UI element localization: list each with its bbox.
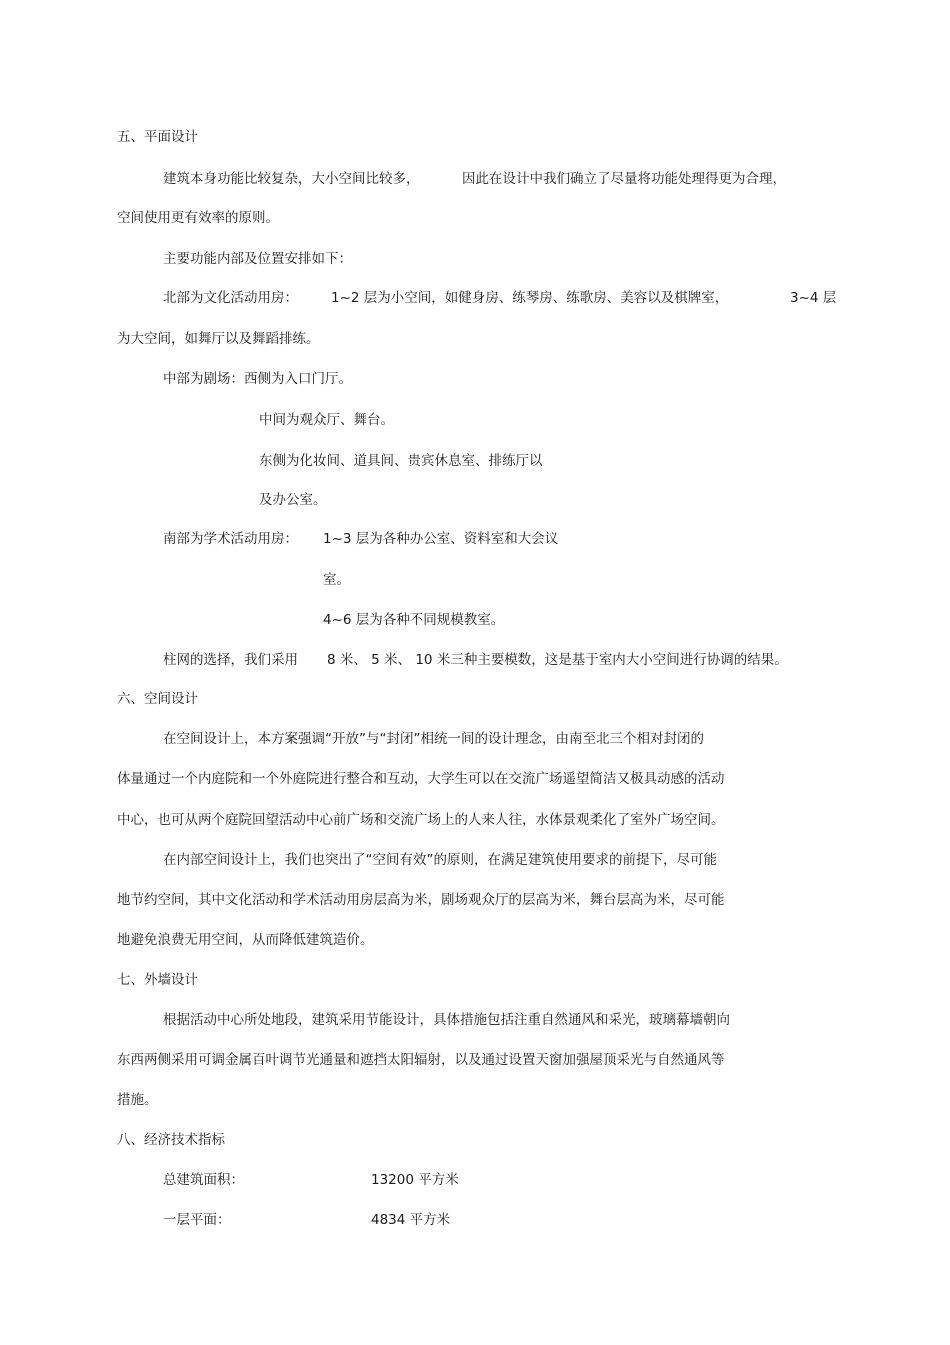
paragraph-line: 地避免浪费无用空间，从而降低建筑造价。 xyxy=(117,932,374,948)
section-heading-7: 七、外墙设计 xyxy=(117,972,198,988)
south-label: 南部为学术活动用房： xyxy=(163,531,298,547)
paragraph-line: 中部为剧场：西侧为入口门厅。 xyxy=(163,371,352,387)
paragraph-line: 为大空间，如舞厅以及舞蹈排练。 xyxy=(117,331,320,347)
paragraph-line: 在空间设计上，本方案强调“开放”与“封闭”相统一间的设计理念，由南至北三个相对封闭的 xyxy=(163,731,704,747)
paragraph-line: 根据活动中心所处地段，建筑采用节能设计，具体措施包括注重自然通风和采光，玻璃幕墙朝向 xyxy=(163,1012,730,1028)
paragraph-line: 东侧为化妆间、道具间、贵宾休息室、排练厅以 xyxy=(259,453,543,469)
paragraph-line: 东西两侧采用可调金属百叶调节光通量和遮挡太阳辐射，以及通过设置天窗加强屋顶采光与自然通风等 xyxy=(117,1052,725,1068)
paragraph-line: 空间使用更有效率的原则。 xyxy=(117,210,279,226)
paragraph-line: 及办公室。 xyxy=(259,492,327,508)
paragraph-line: 主要功能内部及位置安排如下： xyxy=(163,251,352,267)
section-heading-8: 八、经济技术指标 xyxy=(117,1132,225,1148)
indicator-label: 一层平面： xyxy=(163,1212,231,1228)
paragraph-line: 8 米、 5 米、 10 米三种主要模数，这是基于室内大小空间进行协调的结果。 xyxy=(327,652,788,668)
paragraph-line: 柱网的选择，我们采用 xyxy=(163,652,298,668)
section-heading-6: 六、空间设计 xyxy=(117,691,198,707)
paragraph-line: 中心，也可从两个庭院回望活动中心前广场和交流广场上的人来人往，水体景观柔化了室外广场空间。 xyxy=(117,812,725,828)
paragraph-line: 建筑本身功能比较复杂，大小空间比较多， xyxy=(163,171,420,187)
section-heading-5: 五、平面设计 xyxy=(117,129,198,145)
indicator-value: 4834 平方米 xyxy=(371,1212,451,1228)
paragraph-line: 4~6 层为各种不同规模教室。 xyxy=(323,612,505,628)
paragraph-line: 措施。 xyxy=(117,1092,158,1108)
paragraph-line: 体量通过一个内庭院和一个外庭院进行整合和互动，大学生可以在交流广场遥望简洁又极具动感的活动 xyxy=(117,771,725,787)
paragraph-line: 室。 xyxy=(323,572,350,588)
north-label: 北部为文化活动用房： xyxy=(163,290,298,306)
paragraph-line: 3~4 层 xyxy=(790,290,837,306)
paragraph-line: 在内部空间设计上，我们也突出了“空间有效”的原则，在满足建筑使用要求的前提下，尽可能 xyxy=(163,852,717,868)
paragraph-line: 1~3 层为各种办公室、资料室和大会议 xyxy=(323,531,559,547)
paragraph-line: 1~2 层为小空间，如健身房、练琴房、练歌房、美容以及棋牌室， xyxy=(331,290,729,306)
indicator-label: 总建筑面积： xyxy=(163,1172,244,1188)
indicator-value: 13200 平方米 xyxy=(371,1172,459,1188)
paragraph-line: 中间为观众厅、舞台。 xyxy=(259,412,394,428)
paragraph-line: 地节约空间，其中文化活动和学术活动用房层高为米，剧场观众厅的层高为米，舞台层高为米，尽可能 xyxy=(117,892,725,908)
paragraph-line: 因此在设计中我们确立了尽量将功能处理得更为合理， xyxy=(462,171,786,187)
